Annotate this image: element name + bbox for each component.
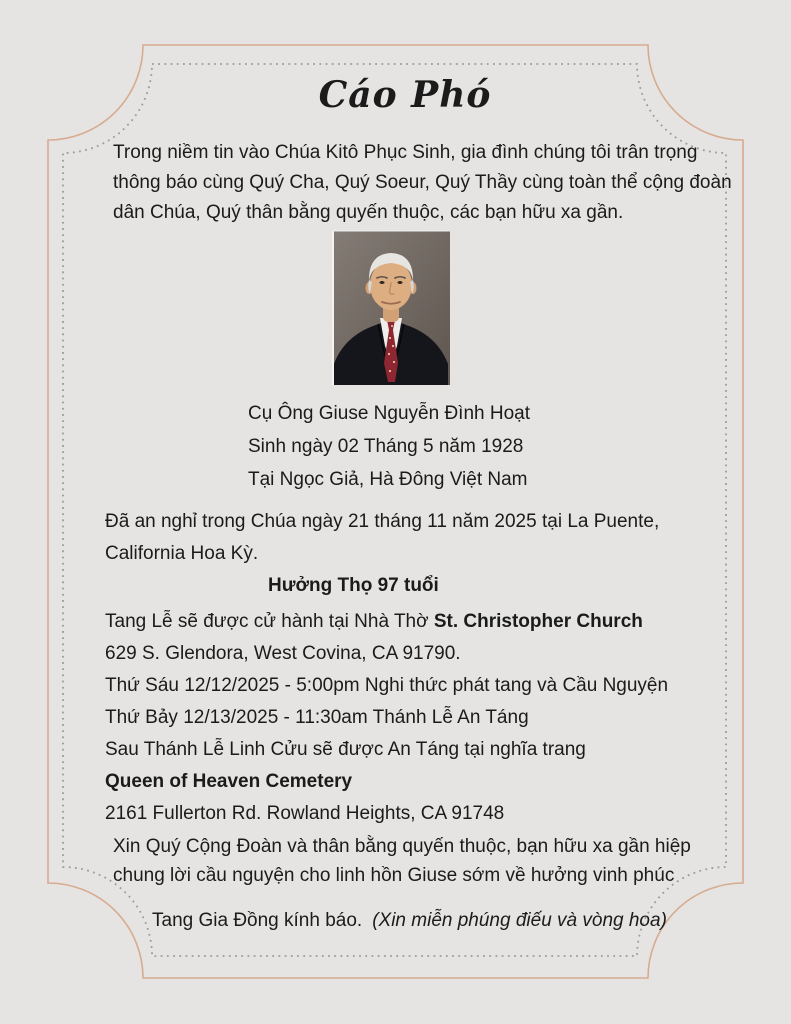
viewing-schedule: Thứ Sáu 12/12/2025 - 5:00pm Nghi thức phát tang và Cầu Nguyện bbox=[105, 675, 669, 696]
burial-intro: Sau Thánh Lễ Linh Cửu sẽ được An Táng tại nghĩa trang bbox=[105, 739, 586, 760]
service-details bbox=[105, 606, 705, 830]
deceased-birthdate: Sinh ngày 02 Tháng 5 năm 1928 bbox=[248, 436, 524, 457]
eye-right bbox=[397, 281, 402, 284]
death-line: Đã an nghỉ trong Chúa ngày 21 tháng 11 năm 2025 tại La Puente, bbox=[105, 511, 660, 532]
church-name: St. Christopher Church bbox=[433, 611, 643, 632]
closing-line: Xin Quý Cộng Đoàn và thân bằng quyến thuộc, bạn hữu xa gần hiệp bbox=[113, 836, 691, 857]
deceased-name: Cụ Ông Giuse Nguyễn Đình Hoạt bbox=[248, 403, 530, 424]
intro-line: dân Chúa, Quý thân bằng quyến thuộc, các bạn hữu xa gần. bbox=[113, 202, 624, 223]
funeral-location-line bbox=[105, 606, 705, 638]
mass-schedule: Thứ Bảy 12/13/2025 - 11:30am Thánh Lễ An Táng bbox=[105, 707, 529, 728]
signature-note: (Xin miễn phúng điếu và vòng hoa) bbox=[372, 910, 667, 931]
intro-line: thông báo cùng Quý Cha, Quý Soeur, Quý Thầy cùng toàn thể cộng đoàn bbox=[113, 172, 732, 193]
page-title: Cáo Phó bbox=[318, 74, 492, 116]
deceased-info bbox=[248, 397, 705, 496]
funeral-prefix: Tang Lễ sẽ được cử hành tại Nhà Thờ bbox=[105, 611, 434, 632]
eye-left bbox=[379, 281, 384, 284]
signature-line bbox=[152, 906, 705, 936]
closing-line: chung lời cầu nguyện cho linh hồn Giuse sớm về hưởng vinh phúc bbox=[113, 865, 675, 886]
death-line: California Hoa Kỳ. bbox=[105, 543, 259, 564]
announcement-card bbox=[105, 72, 732, 936]
signature-text: Tang Gia Đồng kính báo. bbox=[152, 910, 363, 931]
portrait-photo bbox=[332, 230, 450, 385]
age-line: Hưởng Thọ 97 tuổi bbox=[268, 575, 439, 596]
intro-line: Trong niềm tin vào Chúa Kitô Phục Sinh, gia đình chúng tôi trân trọng bbox=[113, 142, 698, 163]
photo-edge-top bbox=[332, 230, 450, 232]
church-address: 629 S. Glendora, West Covina, CA 91790. bbox=[105, 643, 461, 664]
intro-paragraph bbox=[105, 138, 732, 228]
death-announcement bbox=[105, 506, 705, 570]
deceased-birthplace: Tại Ngọc Giả, Hà Đông Việt Nam bbox=[248, 469, 528, 490]
photo-edge bbox=[332, 230, 334, 385]
cemetery-name: Queen of Heaven Cemetery bbox=[105, 771, 353, 792]
closing-paragraph bbox=[105, 832, 705, 890]
cemetery-address: 2161 Fullerton Rd. Rowland Heights, CA 91748 bbox=[105, 803, 505, 824]
